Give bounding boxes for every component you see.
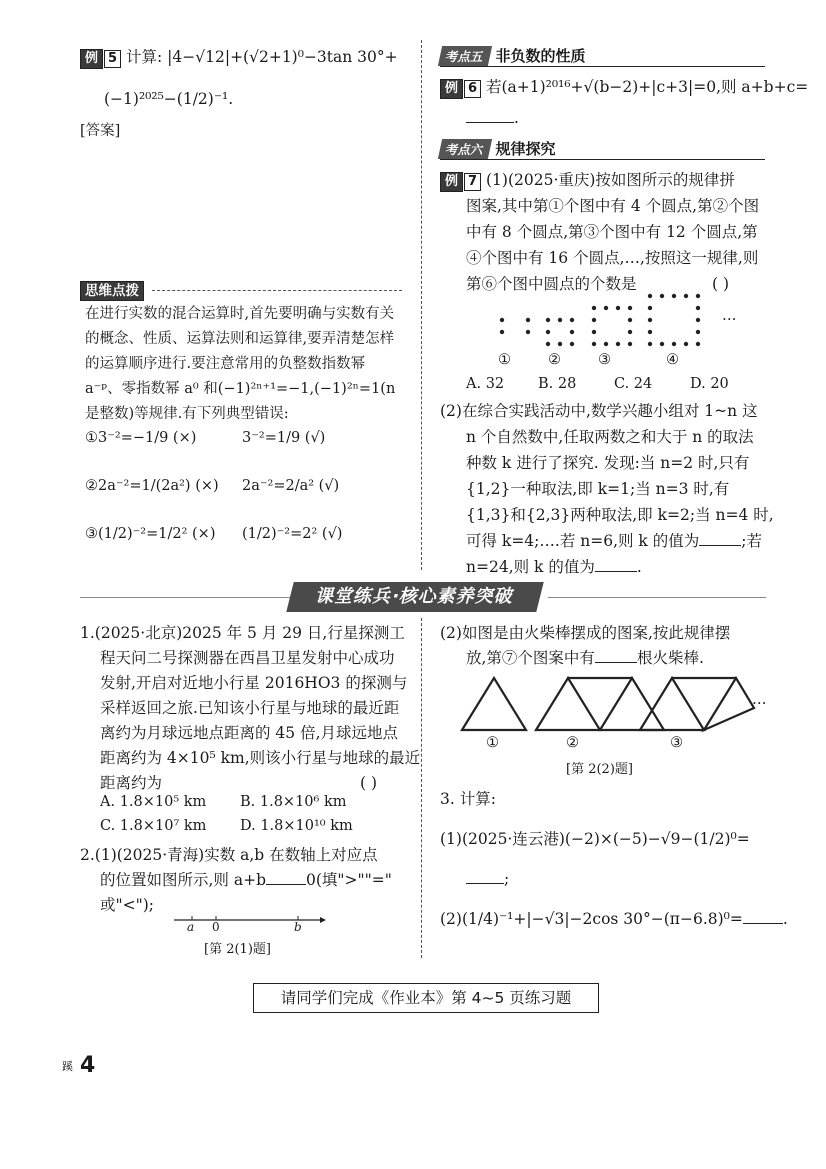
example-5-lead: 计算: [126,48,163,66]
answer-blank[interactable] [466,867,504,884]
q3-part1-answer: ; [466,866,509,892]
keypoint-5-heading [440,45,586,66]
q1-line6: 距离约为 4×10⁵ km,则该小行星与地球的最近 [100,749,421,767]
answer-blank[interactable] [466,104,514,123]
example-tag: 例 [440,79,463,99]
page-mark: 蹊 [62,1060,73,1073]
example-5-expression: |4−√12|+(√2+1)⁰−3tan 30°+ [167,48,398,66]
page-number: 4 [80,1053,96,1078]
example-7-part2-line2: n 个自然数中,任取两数之和大于 n 的取法 [466,428,754,446]
figure-caption: [第 2(1)题] [204,942,271,957]
example-5-header [80,44,398,70]
figure-label: ① [498,352,511,368]
error-1-wrong: ①3⁻²=−1/9 (×) [85,430,197,446]
dot-pattern-figure [490,292,740,372]
thinking-paragraph [85,302,407,427]
keypoint-title: 规律探究 [495,140,556,158]
answer-blank[interactable] [699,529,741,546]
answer-blank[interactable] [266,868,306,885]
triangle-figure-2b [600,678,664,730]
example-7-line2: 图案,其中第①个图中有 4 个圆点,第②个图 [466,197,760,215]
axis-label-b: b [294,920,302,934]
keypoint-label: 考点六 [438,139,492,159]
option-c[interactable]: C. 24 [614,376,653,392]
answer-paren[interactable]: ( ) [712,275,730,293]
q1-line5: 离约为月球远地点距离的 45 倍,月球远地点 [100,724,399,742]
homework-note: 请同学们完成《作业本》第 4~5 页练习题 [253,983,599,1013]
divider [152,290,402,291]
error-2-right: 2a⁻²=2/a² (√) [242,478,340,494]
example-7-line1: (1)(2025·重庆)按如图所示的规律拼 [486,171,735,189]
ellipsis: … [722,308,737,324]
example-6-text: 若(a+1)²⁰¹⁶+√(b−2)+|c+3|=0,则 a+b+c= [486,78,809,96]
option-b[interactable]: B. 1.8×10⁶ km [240,794,347,810]
q2-line1: 2.(1)(2025·青海)实数 a,b 在数轴上对应点 [80,846,378,864]
example-7-line4: ④个图中有 16 个圆点,…,按照这一规律,则 [466,249,759,267]
triangle-figure-1 [462,678,526,730]
option-a[interactable]: A. 32 [466,376,505,392]
figure-label: ② [548,352,561,368]
triangle-figure-3a [640,678,704,730]
answer-paren[interactable]: ( ) [360,774,378,792]
error-1-right: 3⁻²=1/9 (√) [242,430,326,446]
q3-title: 3. 计算: [440,790,496,808]
figure-4-dots [648,294,700,346]
example-number: 5 [104,50,121,68]
figure-1-dots [500,318,530,334]
figure-label: ① [486,735,499,751]
example-7-part2-line5: {1,3}和{2,3}两种取法,即 k=2;当 n=4 时, [466,506,774,524]
q1-line1: 1.(2025·北京)2025 年 5 月 29 日,行星探测工 [80,624,405,642]
example-7-line3: 中有 8 个圆点,第③个图中有 12 个圆点,第 [466,223,758,241]
option-b[interactable]: B. 28 [538,376,577,392]
option-c[interactable]: C. 1.8×10⁷ km [100,818,207,834]
example-6-answer-line: . [466,104,519,131]
thinking-p3: 是整数)等规律.有下列典型错误: [85,406,289,422]
divider [548,597,766,598]
example-7-part2-line3: 种数 k 进行了探究. 发现:当 n=2 时,只有 [466,454,750,472]
example-7-line5: 第⑥个图中圆点的个数是 [466,275,637,293]
figure-2-dots [546,318,574,346]
q2-part2-line2: 放,第⑦个图案中有 根火柴棒. [466,645,704,671]
example-number: 7 [464,173,481,191]
answer-blank[interactable] [595,555,637,572]
matchstick-figure [458,674,758,734]
thinking-p2: a⁻ᵖ、零指数幂 a⁰ 和(−1)²ⁿ⁺¹=−1,(−1)²ⁿ=1(n [85,381,396,397]
option-d[interactable]: D. 20 [690,376,729,392]
example-7-part2-line1: (2)在综合实践活动中,数学兴趣小组对 1~n 这 [440,402,758,420]
axis-label-a: a [187,920,195,934]
example-7-part2-line7: n=24,则 k 的值为 . [466,554,642,580]
option-a[interactable]: A. 1.8×10⁵ km [100,794,207,810]
q1-line4: 采样返回之旅.已知该小行星与地球的最近距 [100,699,400,717]
axis-arrow [320,917,326,923]
figure-label: ③ [598,352,611,368]
q1-line3: 发射,开启对近地小行星 2016HO3 的探测与 [100,674,408,692]
q3-part2: (2)(1/4)⁻¹+|−√3|−2cos 30°−(π−6.8)⁰= . [440,906,788,932]
error-3-wrong: ③(1/2)⁻²=1/2² (×) [85,526,216,542]
q2-line2: 的位置如图所示,则 a+b 0(填">""=" [100,867,392,893]
q2-part2-line1: (2)如图是由火柴棒摆成的图案,按此规律摆 [440,624,731,642]
divider [440,66,765,67]
divider [80,597,290,598]
error-2-wrong: ②2a⁻²=1/(2a²) (×) [85,478,219,494]
keypoint-label: 考点五 [438,46,492,66]
figure-label: ④ [666,352,679,368]
practice-banner: 课堂练兵·核心素养突破 [286,582,543,612]
thinking-p1: 在进行实数的混合运算时,首先要明确与实数有关的概念、性质、运算法则和运算律,要弄清楚怎样的运算顺序进行.要注意常用的负整数指数幂 [85,306,395,372]
keypoint-title: 非负数的性质 [495,47,586,65]
q2-line3: 或"<"); [100,896,155,914]
thinking-title: 思维点拨 [80,280,144,301]
example-7-part2-line6: 可得 k=4;….若 n=6,则 k 的值为 ;若 [466,528,762,554]
example-tag: 例 [80,49,103,69]
answer-blank[interactable] [743,907,783,924]
figure-label: ② [566,735,579,751]
axis-label-0: 0 [212,920,220,934]
error-3-right: (1/2)⁻²=2² (√) [242,526,343,542]
column-divider [421,40,422,570]
example-7-part2-line4: {1,2}一种取法,即 k=1;当 n=3 时,有 [466,480,730,498]
q1-line2: 程天问二号探测器在西昌卫星发射中心成功 [100,649,395,667]
figure-caption: [第 2(2)题] [566,762,633,777]
example-number: 6 [464,80,481,98]
option-d[interactable]: D. 1.8×10¹⁰ km [240,818,353,834]
q1-line7: 距离约为 [100,774,163,792]
q3-part1: (1)(2025·连云港)(−2)×(−5)−√9−(1/2)⁰= [440,830,750,848]
answer-label: [答案] [80,123,121,139]
answer-blank[interactable] [595,646,637,663]
example-6 [440,74,808,100]
triangle-figure-2a [536,678,600,730]
example-7 [440,167,770,193]
figure-label: ③ [670,735,683,751]
divider [440,159,765,160]
column-divider [421,618,422,958]
ellipsis: … [752,692,767,708]
example-5-expression-cont: (−1)²⁰²⁵−(1/2)⁻¹. [104,90,234,108]
triangle-figure-3b [704,678,754,730]
keypoint-6-heading [440,138,556,159]
figure-3-dots [592,306,632,346]
example-tag: 例 [440,172,463,192]
